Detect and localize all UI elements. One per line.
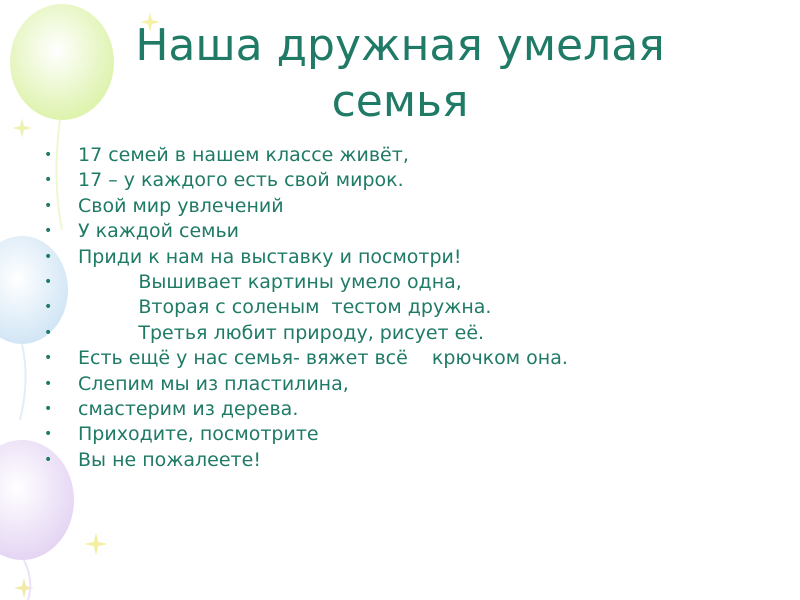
line-text: Есть ещё у нас семья- вяжет всё крючком она. — [78, 347, 568, 370]
bullet-icon: • — [44, 299, 53, 316]
line-text: смастерим из дерева. — [78, 397, 299, 420]
list-item — [40, 372, 760, 397]
bullet-icon: • — [44, 223, 53, 240]
line-text: Приходите, посмотрите — [78, 423, 319, 446]
sparkle-icon — [84, 532, 108, 556]
list-item — [40, 270, 760, 295]
list-item — [40, 194, 760, 219]
line-text: 17 семей в нашем классе живёт, — [78, 144, 409, 166]
sparkle-icon — [12, 118, 32, 138]
bullet-icon: • — [44, 197, 53, 214]
bullet-icon: • — [44, 426, 53, 443]
bullet-icon: • — [44, 273, 53, 290]
bullet-icon: • — [44, 451, 53, 468]
bullet-icon: • — [44, 350, 53, 367]
poem-list — [40, 143, 760, 473]
bullet-icon: • — [44, 400, 53, 417]
line-text: Слепим мы из пластилина, — [78, 372, 349, 395]
line-text: 17 – у каждого есть свой мирок. — [78, 169, 404, 192]
bullet-icon: • — [44, 172, 53, 189]
list-item — [40, 168, 760, 193]
line-text: У каждой семьи — [78, 220, 240, 243]
line-text: Свой мир увлечений — [78, 194, 284, 217]
page-title: Наша дружная умелая семья — [135, 20, 665, 127]
list-item — [40, 245, 760, 270]
list-item — [40, 143, 760, 168]
line-text: Вторая с соленым тестом дружна. — [78, 296, 492, 319]
balloon-string — [20, 344, 26, 420]
list-item — [40, 219, 760, 244]
line-text: Вышивает картины умело одна, — [78, 270, 462, 293]
line-text: Третья любит природу, рисует её. — [78, 321, 485, 344]
list-item — [40, 422, 760, 447]
list-item — [40, 448, 760, 473]
list-item — [40, 346, 760, 371]
list-item — [40, 397, 760, 422]
bullet-icon: • — [44, 147, 53, 163]
line-text: Вы не пожалеете! — [78, 448, 261, 471]
line-text: Приди к нам на выставку и посмотри! — [78, 245, 462, 268]
list-item — [40, 321, 760, 346]
bullet-icon: • — [44, 324, 53, 341]
list-item — [40, 295, 760, 320]
bullet-icon: • — [44, 248, 53, 265]
bullet-icon: • — [44, 375, 53, 392]
